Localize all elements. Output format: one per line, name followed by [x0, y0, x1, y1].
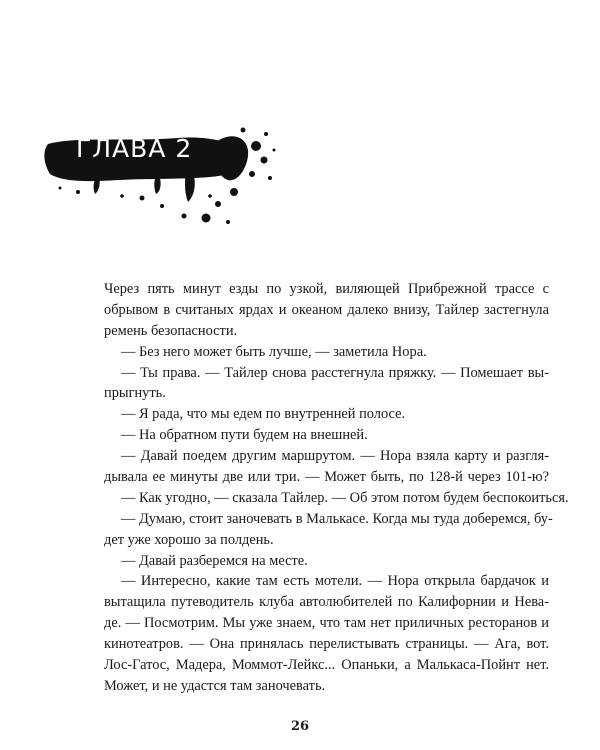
text-line: ремень безопасности. — [104, 322, 238, 339]
text-line: дет уже хорошо за полдень. — [104, 531, 274, 548]
text-line: — Давай поедем другим маршрутом. — Нора взяла карту и разгля- — [121, 448, 549, 465]
text-line: — Думаю, стоит заночевать в Малькасе. Когда мы туда доберемся, бу- — [121, 510, 553, 527]
text-line: — Я рада, что мы едем по внутренней полосе. — [121, 406, 406, 423]
text-line: — Давай разберемся на месте. — [121, 552, 308, 569]
chapter-title: ГЛАВА 2 — [76, 134, 193, 163]
text-line: прыгнуть. — [104, 385, 166, 402]
text-line: — Ты права. — Тайлер снова расстегнула пряжку. — Помешает вы- — [121, 364, 549, 381]
text-line: вытащила путеводитель клуба автолюбителей по Калифорнии и Нева- — [104, 594, 549, 611]
chapter-heading — [38, 122, 278, 232]
text-line: Лос-Гатос, Мадера, Моммот-Лейкс... Опаньки, а Малькаса-Пойнт нет. — [104, 657, 549, 674]
text-line: — Без него может быть лучше, — заметила Нора. — [121, 343, 427, 360]
page-number: 26 — [290, 719, 310, 734]
text-line: кинотеатров. — Она принялась перелистывать страницы. — Ага, вот. — [104, 636, 549, 653]
text-line: Через пять минут езды по узкой, виляющей Прибрежной трассе с — [104, 281, 549, 297]
text-line: дывала ее минуты две или три. — Может быть, по 128-й через 101-ю? — [104, 469, 549, 486]
chapter-body-text — [104, 279, 569, 697]
text-line: — Как угодно, — сказала Тайлер. — Об этом потом будем беспокоиться. — [121, 489, 569, 506]
text-line: обрывом в считаных ярдах и океаном далеко внизу, Тайлер застегнула — [104, 301, 549, 318]
text-line: — На обратном пути будем на внешней. — [121, 427, 368, 444]
text-line: Может, и не удастся там заночевать. — [104, 677, 326, 694]
text-line: де. — Посмотрим. Мы уже знаем, что там нет приличных ресторанов и — [104, 615, 549, 632]
text-line: — Интересно, какие там есть мотели. — Нора открыла бардачок и — [121, 573, 549, 590]
